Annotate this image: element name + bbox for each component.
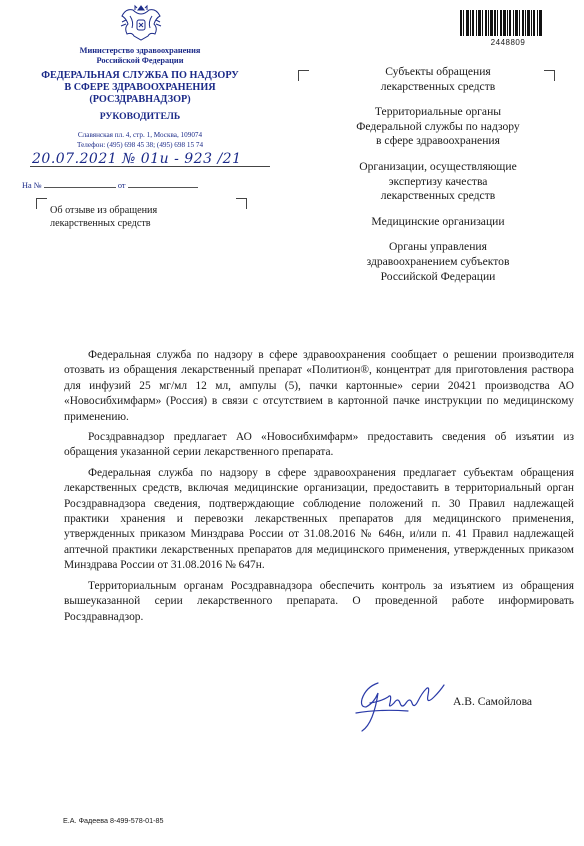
service-line: (РОСЗДРАВНАДЗОР) <box>89 94 191 105</box>
service-line: ФЕДЕРАЛЬНАЯ СЛУЖБА ПО НАДЗОРУ <box>41 70 239 81</box>
service-line: В СФЕРЕ ЗДРАВООХРАНЕНИЯ <box>64 82 216 93</box>
addressee-entry: Медицинские организации <box>371 214 505 228</box>
registration-number-handwritten: 20.07.2021 № 01и - 923 /21 <box>32 151 242 167</box>
subject-line: Об отзыве из обращения <box>50 205 158 216</box>
executor-contact: Е.А. Фадеева 8-499-578-01-85 <box>63 816 164 825</box>
body-paragraph: Федеральная служба по надзору в сфере здравоохранения предлагает субъектам обращения лекарственных средств, включая медицинские организации, предоставить в территориальный орган Росздравнадзора сведения, подтверждающие соблюдение положений п. 30 Правил надлежащей практики хранения и перевозки лекарственных препаратов для медицинского применения, утвержденных приказом Минздрава России от 31.08.2016 № 646н, и/или п. 41 Правил надлежащей аптечной практики лекарственных препаратов для медицинского применения, утвержденных приказом Минздрава России от 31.08.2016 № 647н. <box>64 466 574 572</box>
body-paragraph: Росздравнадзор предлагает АО «Новосибхимфарм» предоставить сведения об изъятии из обращения указанной серии лекарственного препарата. <box>64 431 574 459</box>
service-name <box>22 70 258 106</box>
ministry-line: Российской Федерации <box>96 56 184 65</box>
barcode <box>460 10 542 36</box>
body-paragraph: Территориальным органам Росздравнадзора обеспечить контроль за изъятием из обращения вышеуказанной серии лекарственного препарата. О проведенной работе информировать Росздравнадзор. <box>64 579 574 623</box>
addressee-entry: Органы управления здравоохранением субъектов Российской Федерации <box>366 240 510 283</box>
registration-underline <box>30 166 270 167</box>
subject-line: лекарственных средств <box>50 218 151 229</box>
subject-bracket-left <box>36 198 47 209</box>
addressee-entry: Субъекты обращения лекарственных средств <box>380 65 496 93</box>
letter-subject <box>50 204 240 230</box>
addressee-entry: Организации, осуществляющие экспертизу качества лекарственных средств <box>359 159 517 203</box>
ministry-name <box>40 46 240 66</box>
reference-line <box>22 178 198 190</box>
barcode-number: 2448809 <box>490 38 526 47</box>
letterhead-address <box>40 131 240 150</box>
head-title: РУКОВОДИТЕЛЬ <box>99 111 181 122</box>
addressee-bracket-left <box>298 70 309 81</box>
ministry-line: Министерство здравоохранения <box>79 46 201 55</box>
addressee-block <box>320 65 556 295</box>
handwritten-signature <box>348 673 450 735</box>
signatory-name: А.В. Самойлова <box>453 695 533 708</box>
letter-body <box>64 348 574 625</box>
body-paragraph: Федеральная служба по надзору в сфере здравоохранения сообщает о решении производителя отозвать из обращения лекарственный препарат «Политион®, концентрат для приготовления раствора для инфузий 25 мг/мл 12 мл, ампулы (5), пачки картонные» серии 20421 производства АО «Новосибхимфарм» (Россия) в связи с отсутствием в картонной пачке инструкции по медицинскому применению. <box>64 349 574 423</box>
phone-line: Телефон: (495) 698 45 38; (495) 698 15 74 <box>76 140 204 149</box>
addressee-entry: Территориальные органы Федеральной службы по надзору в сфере здравоохранения <box>356 105 520 148</box>
na-label: На № <box>22 181 42 190</box>
na-blank <box>44 178 116 188</box>
address-line: Славянская пл. 4, стр. 1, Москва, 109074 <box>77 131 203 139</box>
coat-of-arms-emblem <box>118 2 164 44</box>
ot-label: от <box>117 181 126 190</box>
ot-blank <box>128 178 198 188</box>
